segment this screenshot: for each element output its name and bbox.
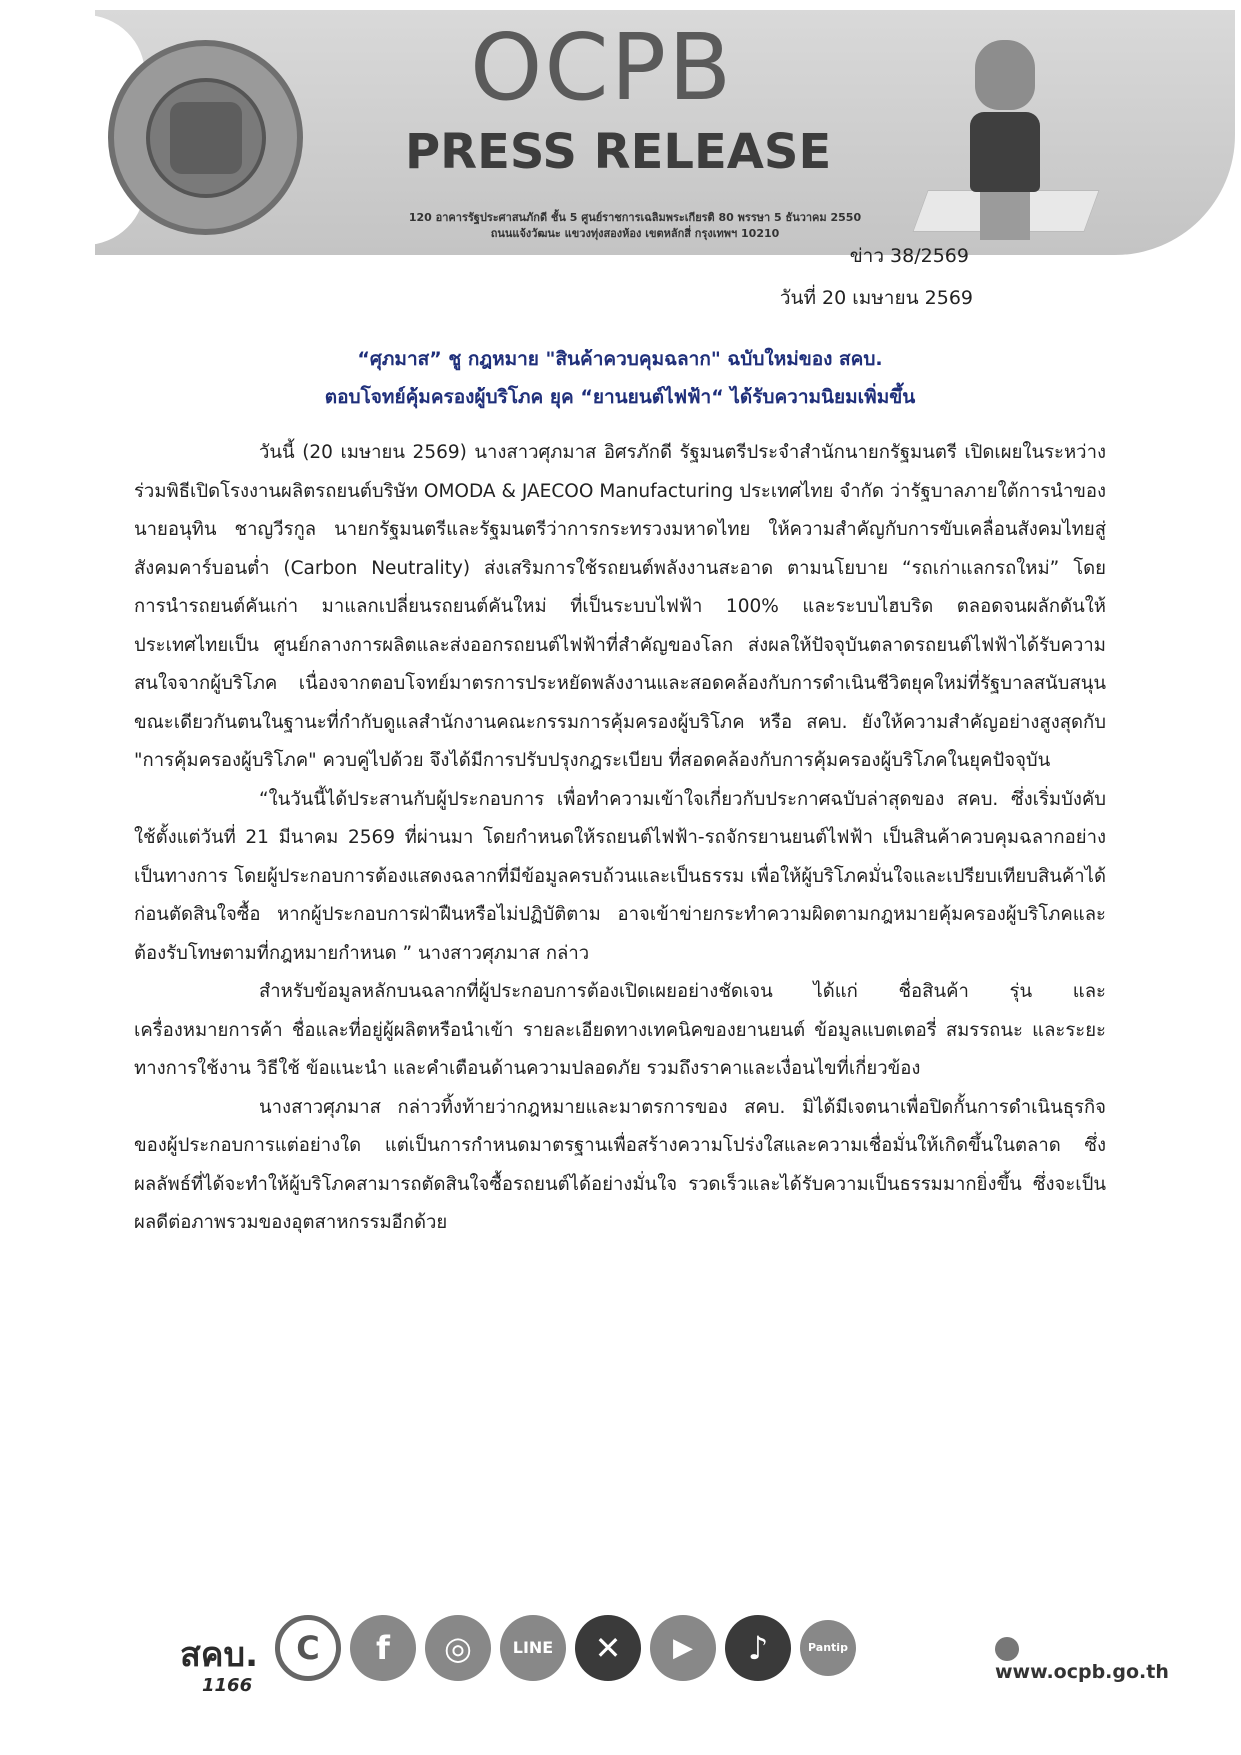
x-icon[interactable]: ✕ xyxy=(575,1615,641,1681)
footer-logo-text: สคบ. xyxy=(180,1635,258,1675)
paragraph-1-text: วันนี้ (20 เมษายน 2569) นางสาวศุภมาส อิศรภักดี รัฐมนตรีประจำสำนักนายกรัฐมนตรี เปิดเผยในระหว่างร่วมพิธีเปิดโรงงานผลิตรถยนต์บริษัท OMODA & JAECOO Manufacturing ประเทศไทย จำกัด ว่ารัฐบาลภายใต้การนำของ นายอนุทิน ชาญวีรกูล นายกรัฐมนตรีและรัฐมนตรีว่าการกระทรวงมหาดไทย ให้ความสำคัญกับการขับเคลื่อนสังคมไทยสู่สังคมคาร์บอนต่ำ (Carbon Neutrality) ส่งเสริมการใช้รถยนต์พลังงานสะอาด ตามนโยบาย “รถเก่าแลกรถใหม่” โดยการนำรถยนต์คันเก่า มาแลกเปลี่ยนรถยนต์คันใหม่ ที่เป็นระบบไฟฟ้า 100% และระบบไฮบริด ตลอดจนผลักดันให้ประเทศไทยเป็น ศูนย์กลางการผลิตและส่งออกรถยนต์ไฟฟ้าที่สำคัญของโลก ส่งผลให้ปัจจุบันตลาดรถยนต์ไฟฟ้าได้รับความสนใจจากผู้บริโภค เนื่องจากตอบโจทย์มาตรการประหยัดพลังงานและสอดคล้องกับการดำเนินชีวิตยุคใหม่ที่รัฐบาลสนับสนุน ขณะเดียวกันตนในฐานะที่กำกับดูแลสำนักงานคณะกรรมการคุ้มครองผู้บริโภค หรือ สคบ. ยังให้ความสำคัญอย่างสูงสุดกับ "การคุ้มครองผู้บริโภค" ควบคู่ไปด้วย จึงได้มีการปรับปรุงกฎระเบียบ ที่สอดคล้องกับการคุ้มครองผู้บริโภคในยุคปัจจุบัน xyxy=(134,442,1106,771)
footer-ocpb-logo xyxy=(180,1627,258,1696)
hotline-number: 1166 xyxy=(202,1675,253,1696)
line-icon[interactable]: LINE xyxy=(500,1615,566,1681)
mascot-body xyxy=(970,112,1040,192)
paragraph-4-text: นางสาวศุภมาส กล่าวทิ้งท้ายว่ากฎหมายและมาตรการของ สคบ. มิได้มีเจตนาเพื่อปิดกั้นการดำเนินธุรกิจของผู้ประกอบการแต่อย่างใด แต่เป็นการกำหนดมาตรฐานเพื่อสร้างความโปร่งใสและความเชื่อมั่นให้เกิดขึ้นในตลาด ซึ่งผลลัพธ์ที่ได้จะทำให้ผู้บริโภคสามารถตัดสินใจซื้อรถยนต์ได้อย่างมั่นใจ รวดเร็วและได้รับความเป็นธรรมมากยิ่งขึ้น ซึ่งจะเป็นผลดีต่อภาพรวมของอุตสาหกรรมอีกด้วย xyxy=(134,1096,1106,1233)
paragraph-1 xyxy=(134,434,1106,781)
website-url: www.ocpb.go.th xyxy=(995,1661,1169,1683)
brand-title: OCPB xyxy=(470,14,734,121)
press-release-title: PRESS RELEASE xyxy=(405,124,832,180)
footer-social-bar xyxy=(180,1615,1169,1696)
mascot-head xyxy=(975,40,1035,110)
document-number: ข่าว 38/2569 xyxy=(849,245,969,267)
paragraph-4 xyxy=(134,1089,1106,1243)
header-address xyxy=(325,210,945,242)
headline-line-2: ตอบโจทย์คุ้มครองผู้บริโภค ยุค “ยานยนต์ไฟฟ้า“ ได้รับความนิยมเพิ่มขึ้น xyxy=(324,386,916,408)
tiktok-icon[interactable]: ♪ xyxy=(725,1615,791,1681)
headline-line-1: “ศุภมาส” ชู กฎหมาย "สินค้าควบคุมฉลาก" ฉบับใหม่ของ สคบ. xyxy=(357,348,883,370)
seal-inner xyxy=(146,78,266,198)
address-line-2: ถนนแจ้งวัฒนะ แขวงทุ่งสองห้อง เขตหลักสี่ กรุงเทพฯ 10210 xyxy=(490,227,780,240)
mascot-legs xyxy=(980,190,1030,240)
paragraph-2 xyxy=(134,781,1106,974)
facebook-icon[interactable]: f xyxy=(350,1615,416,1681)
mascot-illustration xyxy=(950,40,1060,240)
pantip-icon[interactable]: Pantip xyxy=(800,1620,856,1676)
seal-emblem-icon xyxy=(170,102,242,174)
youtube-icon[interactable]: ▶ xyxy=(650,1615,716,1681)
ocpb-seal-logo xyxy=(108,40,303,235)
address-line-1: 120 อาคารรัฐประศาสนภักดี ชั้น 5 ศูนย์ราชการเฉลิมพระเกียรติ 80 พรรษา 5 ธันวาคม 2550 xyxy=(408,211,862,224)
instagram-icon[interactable]: ◎ xyxy=(425,1615,491,1681)
globe-icon xyxy=(995,1637,1019,1661)
paragraph-2-text: “ในวันนี้ได้ประสานกับผู้ประกอบการ เพื่อทำความเข้าใจเกี่ยวกับประกาศฉบับล่าสุดของ สคบ. ซึ่งเริ่มบังคับใช้ตั้งแต่วันที่ 21 มีนาคม 2569 ที่ผ่านมา โดยกำหนดให้รถยนต์ไฟฟ้า-รถจักรยานยนต์ไฟฟ้า เป็นสินค้าควบคุมฉลากอย่างเป็นทางการ โดยผู้ประกอบการต้องแสดงฉลากที่มีข้อมูลครบถ้วนและเป็นธรรม เพื่อให้ผู้บริโภคมั่นใจและเปรียบเทียบสินค้าได้ก่อนตัดสินใจซื้อ หากผู้ประกอบการฝ่าฝืนหรือไม่ปฏิบัติตาม อาจเข้าข่ายกระทำความผิดตามกฎหมายคุ้มครองผู้บริโภคและต้องรับโทษตามที่กฎหมายกำหนด ” นางสาวศุภมาส กล่าว xyxy=(134,788,1106,964)
article-body xyxy=(134,434,1106,1243)
paragraph-3 xyxy=(134,973,1106,1089)
document-date: วันที่ 20 เมษายน 2569 xyxy=(779,287,973,309)
paragraph-3-text: สำหรับข้อมูลหลักบนฉลากที่ผู้ประกอบการต้องเปิดเผยอย่างชัดเจน ได้แก่ ชื่อสินค้า รุ่น และเครื่องหมายการค้า ชื่อและที่อยู่ผู้ผลิตหรือนำเข้า รายละเอียดทางเทคนิคของยานยนต์ ข้อมูลแบตเตอรี่ สมรรถนะ และระยะทางการใช้งาน วิธีใช้ ข้อแนะนำ และคำเตือนด้านความปลอดภัย รวมถึงราคาและเงื่อนไขที่เกี่ยวข้อง xyxy=(134,981,1106,1079)
ocpb-logo-icon[interactable]: C xyxy=(275,1615,341,1681)
website-link[interactable] xyxy=(995,1637,1169,1683)
